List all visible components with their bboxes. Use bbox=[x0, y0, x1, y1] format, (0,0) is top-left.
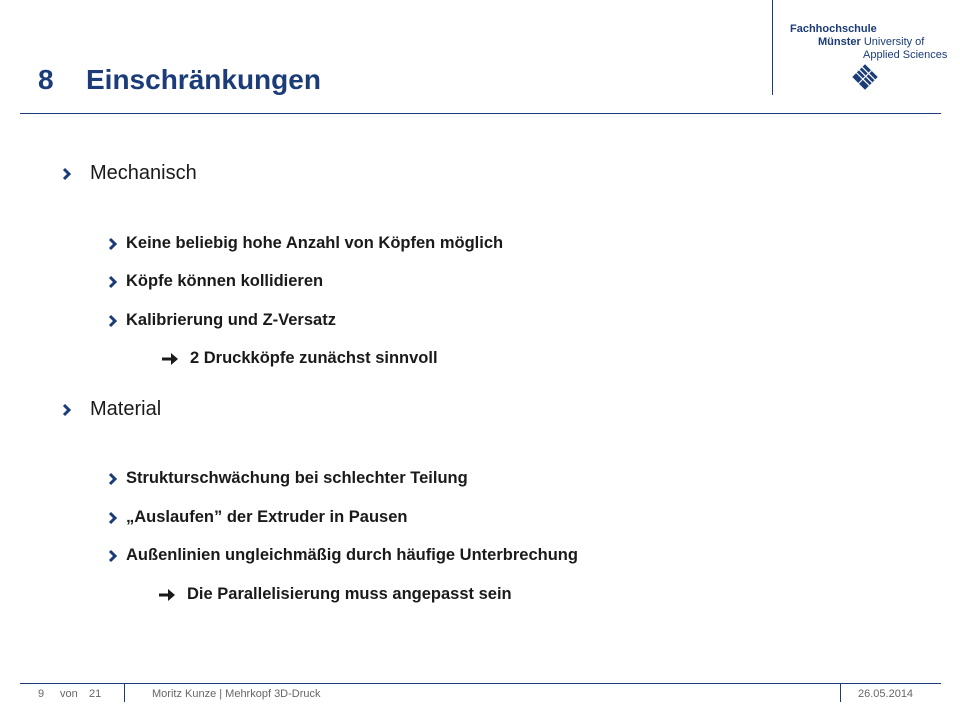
footer-divider bbox=[124, 684, 125, 702]
heading-material: Material bbox=[90, 398, 162, 420]
heading-mechanisch: Mechanisch bbox=[90, 162, 197, 184]
page-of-label: von bbox=[60, 688, 78, 700]
footer-divider bbox=[840, 684, 841, 702]
list-item-text: Keine beliebig hohe Anzahl von Köpfen möglich bbox=[126, 234, 504, 252]
section-number: 8 bbox=[38, 64, 54, 95]
page-current: 9 bbox=[38, 688, 45, 700]
page-total: 21 bbox=[89, 688, 102, 700]
conclusion-text: Die Parallelisierung muss angepasst sein bbox=[187, 585, 512, 603]
list-item bbox=[108, 272, 324, 291]
logo-line-3: Applied Sciences bbox=[863, 49, 948, 61]
chevron-right-icon bbox=[108, 237, 118, 251]
logo-line-2-bold: Münster bbox=[818, 36, 861, 48]
list-item bbox=[108, 234, 504, 253]
logo-line-2-rest: University of bbox=[863, 36, 925, 48]
header-divider bbox=[772, 0, 773, 95]
university-emblem-icon bbox=[850, 62, 880, 92]
chevron-right-icon bbox=[62, 403, 72, 417]
conclusion-text: 2 Druckköpfe zunächst sinnvoll bbox=[190, 349, 438, 367]
chevron-right-icon bbox=[108, 314, 118, 328]
list-item bbox=[108, 311, 336, 330]
section-title: Einschränkungen bbox=[86, 64, 321, 95]
chevron-right-icon bbox=[108, 549, 118, 563]
conclusion-material bbox=[158, 585, 512, 604]
header-rule bbox=[20, 113, 941, 114]
arrow-right-icon bbox=[161, 352, 179, 366]
list-item-text: Strukturschwächung bei schlechter Teilung bbox=[126, 469, 468, 487]
list-item bbox=[108, 508, 408, 527]
list-item bbox=[108, 469, 468, 488]
conclusion-mechanisch bbox=[161, 349, 438, 368]
footer-date: 26.05.2014 bbox=[858, 688, 914, 700]
footer-rule bbox=[20, 683, 941, 684]
chevron-right-icon bbox=[108, 511, 118, 525]
bullet-material bbox=[62, 398, 162, 421]
chevron-right-icon bbox=[108, 472, 118, 486]
logo-line-1: Fachhochschule bbox=[790, 23, 877, 35]
list-item-text: Außenlinien ungleichmäßig durch häufige Unterbrechung bbox=[126, 546, 578, 564]
chevron-right-icon bbox=[62, 167, 72, 181]
list-item-text: „Auslaufen” der Extruder in Pausen bbox=[126, 508, 408, 526]
list-item bbox=[108, 546, 578, 565]
bullet-mechanisch bbox=[62, 162, 197, 185]
footer-author-topic: Moritz Kunze | Mehrkopf 3D-Druck bbox=[152, 688, 321, 700]
list-item-text: Köpfe können kollidieren bbox=[126, 272, 324, 290]
list-item-text: Kalibrierung und Z-Versatz bbox=[126, 311, 336, 329]
arrow-right-icon bbox=[158, 588, 176, 602]
chevron-right-icon bbox=[108, 275, 118, 289]
